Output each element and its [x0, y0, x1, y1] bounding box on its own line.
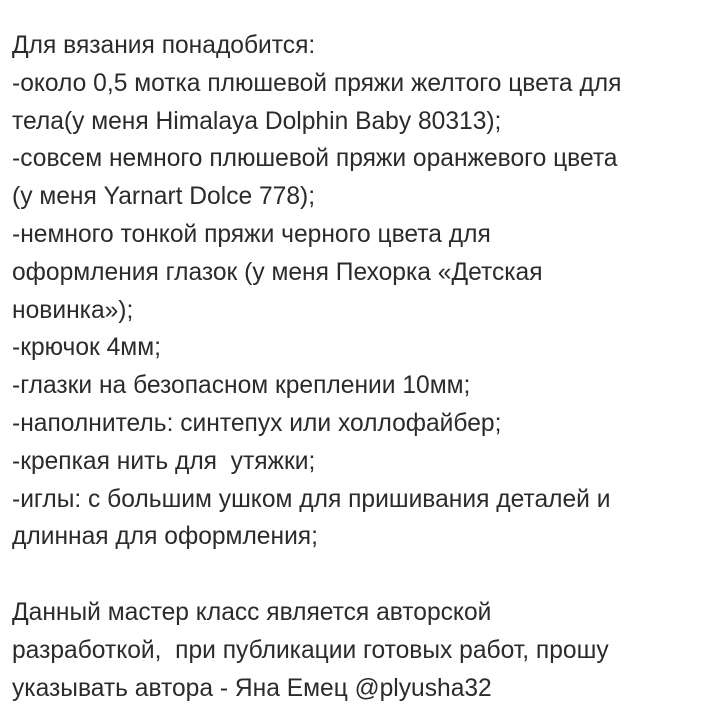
materials-line: -крепкая нить для утяжки;: [12, 447, 316, 475]
paragraph-gap: [12, 556, 710, 594]
materials-line: -иглы: с большим ушком для пришивания деталей и: [12, 485, 611, 513]
materials-line: -наполнитель: синтепух или холлофайбер;: [12, 409, 502, 437]
materials-line: -глазки на безопасном креплении 10мм;: [12, 372, 471, 400]
materials-line: тела(у меня Himalaya Dolphin Baby 80313);: [12, 107, 502, 135]
materials-line: (у меня Yarnart Dolce 778);: [12, 183, 316, 211]
notice-line: разработкой, при публикации готовых работ, прошу: [12, 636, 609, 664]
notice-line: указывать автора - Яна Емец @plyusha32: [12, 674, 492, 702]
materials-line: -совсем немного плюшевой пряжи оранжевого цвета: [12, 145, 618, 173]
materials-line: -крючок 4мм;: [12, 334, 161, 362]
materials-line: -немного тонкой пряжи черного цвета для: [12, 220, 491, 248]
notice-line: Данный мастер класс является авторской: [12, 598, 492, 626]
materials-line: новинка»);: [12, 296, 134, 324]
materials-line: длинная для оформления;: [12, 523, 318, 551]
materials-line: -около 0,5 мотка плюшевой пряжи желтого цвета для: [12, 69, 622, 97]
materials-line: оформления глазок (у меня Пехорка «Детская: [12, 258, 543, 286]
materials-heading: Для вязания понадобится:: [12, 32, 316, 59]
